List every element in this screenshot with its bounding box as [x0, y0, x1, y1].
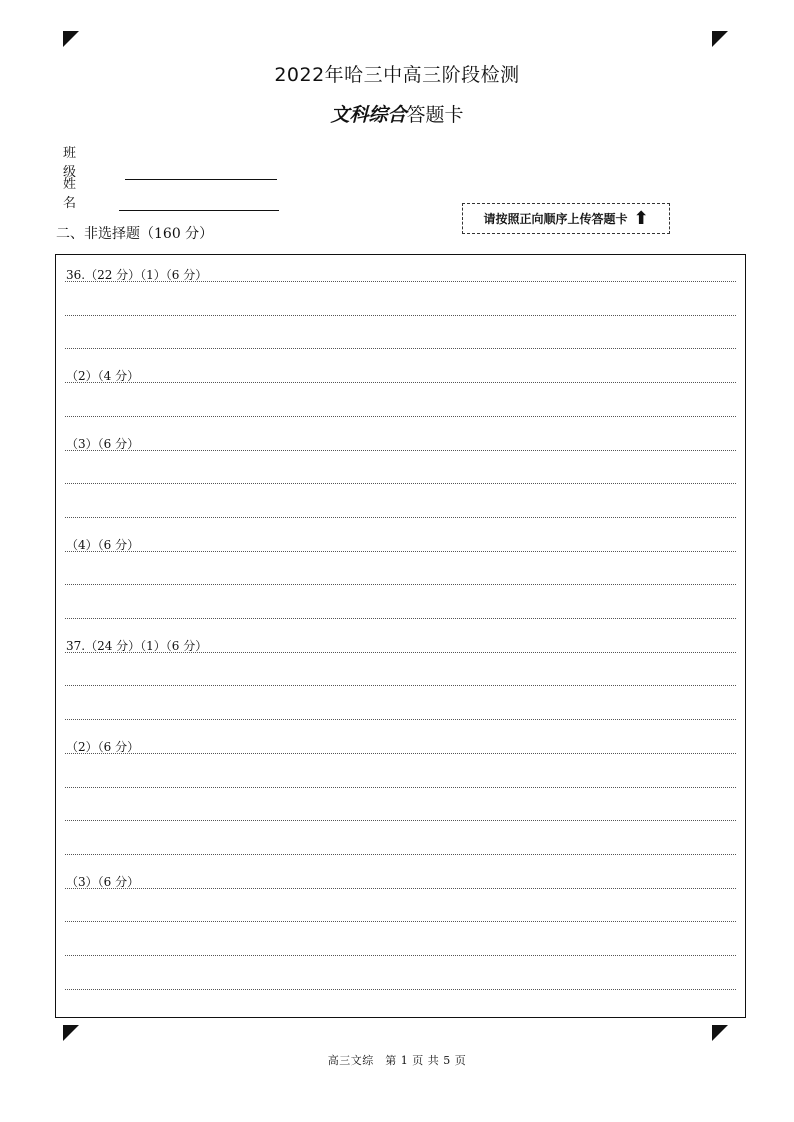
answer-line[interactable]: [65, 787, 736, 788]
answer-line[interactable]: [65, 517, 736, 518]
answer-line[interactable]: [65, 685, 736, 686]
question-label: 36.（22 分）（1）（6 分）: [66, 268, 208, 282]
question-label: 37.（24 分）（1）（6 分）: [66, 639, 208, 653]
arrow-up-icon: ⬆: [633, 207, 649, 229]
answer-line[interactable]: [65, 450, 736, 451]
corner-marker-bottom-left: [63, 1025, 79, 1041]
question-label: （2）（6 分）: [66, 740, 140, 754]
answer-line[interactable]: [65, 416, 736, 417]
answer-line[interactable]: [65, 854, 736, 855]
page-title: 2022年哈三中高三阶段检测: [274, 64, 520, 86]
answer-line[interactable]: [65, 348, 736, 349]
upload-notice: [462, 203, 670, 234]
question-label: （3）（6 分）: [66, 437, 140, 451]
corner-marker-top-left: [63, 31, 79, 47]
answer-line[interactable]: [65, 820, 736, 821]
question-label: （3）（6 分）: [66, 875, 140, 889]
answer-line[interactable]: [65, 888, 736, 889]
corner-marker-bottom-right: [712, 1025, 728, 1041]
name-label: 姓名: [63, 177, 103, 211]
answer-line[interactable]: [65, 551, 736, 552]
answer-line[interactable]: [65, 483, 736, 484]
corner-marker-top-right: [712, 31, 728, 47]
upload-notice-text: 请按照正向顺序上传答题卡: [483, 212, 628, 226]
subtitle-rest: 答题卡: [406, 104, 464, 126]
name-input-line[interactable]: [119, 195, 279, 211]
section-label: 二、非选择题（160 分）: [56, 226, 214, 242]
answer-line[interactable]: [65, 382, 736, 383]
answer-area: [55, 254, 746, 1018]
answer-line[interactable]: [65, 315, 736, 316]
page-subtitle: [0, 100, 794, 127]
question-label: （4）（6 分）: [66, 538, 140, 552]
answer-line[interactable]: [65, 955, 736, 956]
class-label: 班级: [63, 146, 103, 180]
answer-line[interactable]: [65, 921, 736, 922]
answer-line[interactable]: [65, 719, 736, 720]
answer-line[interactable]: [65, 584, 736, 585]
name-field: [63, 173, 279, 211]
answer-line[interactable]: [65, 753, 736, 754]
answer-line[interactable]: [65, 618, 736, 619]
answer-line[interactable]: [65, 989, 736, 990]
page-footer: 高三文综 第 1 页 共 5 页: [327, 1054, 467, 1067]
question-label: （2）（4 分）: [66, 369, 140, 383]
subtitle-bold: 文科综合: [330, 104, 407, 126]
